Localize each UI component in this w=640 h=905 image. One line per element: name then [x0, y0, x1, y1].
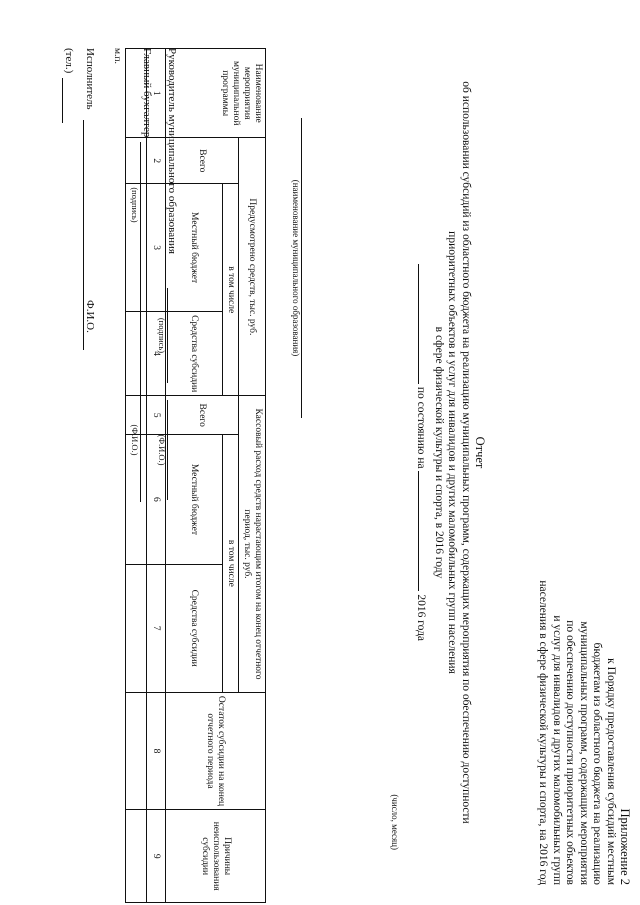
executor-label: Исполнитель [84, 48, 96, 110]
report-table [125, 48, 266, 903]
table-cell[interactable] [126, 312, 147, 396]
column-number: 2 [147, 138, 166, 184]
report-line: об использовании субсидий из областного бюджета на реализацию муниципальных программ, содержащих мероприятия по обеспечению доступности [460, 81, 472, 824]
column-number: 8 [147, 692, 166, 810]
municipality-caption: (наименование муниципального образования) [290, 118, 302, 418]
accountant-label: Главный бухгалтер [141, 48, 153, 138]
column-number: 5 [147, 396, 166, 435]
header-planned: Предусмотрено средств, тыс. руб. [239, 138, 266, 396]
appendix-line: муниципальных программ, содержащих мероприятия [578, 621, 590, 885]
head-signature-row [165, 48, 178, 254]
table-cell[interactable] [126, 564, 147, 692]
header-reasons: Причины неиспользования субсидии [166, 810, 266, 903]
accountant-sign-caption: (подпись) [130, 187, 140, 223]
header-total: Всего [166, 138, 239, 184]
appendix-line: по обеспечению доступности приоритетных объектов [564, 620, 577, 885]
appendix-title: Приложение 2 [618, 808, 632, 885]
report-header [414, 0, 488, 905]
table-cell[interactable] [126, 692, 147, 810]
header-local-budget: Местный бюджет [166, 435, 223, 565]
year-suffix: 2016 года [415, 594, 428, 642]
date-blank[interactable] [419, 264, 431, 384]
head-sign-caption: (подпись) [157, 317, 167, 354]
appendix-line: к Порядку предоставления субсидий местным [605, 658, 617, 885]
header-including: в том числе [223, 435, 239, 693]
accountant-sign-blank[interactable] [140, 142, 141, 502]
report-line: в сфере физической культуры и спорта, в 2016 году [433, 326, 445, 579]
header-subsidy-funds: Средства субсидии [166, 564, 223, 692]
header-including: в том числе [223, 184, 239, 396]
head-sign-blank[interactable] [167, 288, 168, 383]
appendix-line: бюджетам из областного бюджета на реализацию [591, 642, 604, 885]
head-label: Руководитель муниципального образования [166, 48, 178, 254]
column-number: 6 [147, 435, 166, 565]
header-balance: Остаток субсидии на конец отчетного периода [166, 692, 266, 810]
report-title: Отчет [473, 436, 487, 469]
date-caption: (число, месяц) [390, 794, 400, 850]
table-cell[interactable] [126, 810, 147, 903]
column-number: 9 [147, 810, 166, 903]
appendix-line: и услуг для инвалидов и других маломобильных групп [551, 615, 563, 885]
phone-label: (тел.) [63, 48, 75, 74]
column-number: 1 [147, 49, 166, 138]
report-date-line [414, 0, 431, 905]
head-fio-caption: (Ф.И.О.) [157, 434, 167, 466]
header-subsidy-funds: Средства субсидии [166, 312, 223, 396]
header-activity-name: Наименование мероприятия муниципальной программы [166, 49, 266, 138]
report-line: приоритетных объектов и услуг для инвалидов и других маломобильных групп населения [446, 231, 459, 674]
as-of-label: по состоянию на [415, 386, 428, 469]
stamp-label: м.п. [112, 48, 122, 64]
appendix-line: населения в сфере физической культуры и спорта, на 2016 год [537, 580, 550, 885]
phone-blank[interactable] [62, 78, 63, 123]
column-number: 3 [147, 184, 166, 312]
column-number: 7 [147, 564, 166, 692]
column-number: 4 [147, 312, 166, 396]
appendix-header [536, 580, 632, 885]
executor-fio: Ф.И.О. [84, 300, 96, 333]
head-fio-blank[interactable] [167, 400, 168, 500]
header-local-budget: Местный бюджет [166, 184, 223, 312]
accountant-fio-caption: (Ф.И.О.) [130, 424, 140, 456]
date-blank[interactable] [419, 471, 431, 591]
header-total: Всего [166, 396, 239, 435]
header-expense: Кассовый расход средств нарастающим итогом на конец отчетного период, тыс. руб. [239, 396, 266, 692]
